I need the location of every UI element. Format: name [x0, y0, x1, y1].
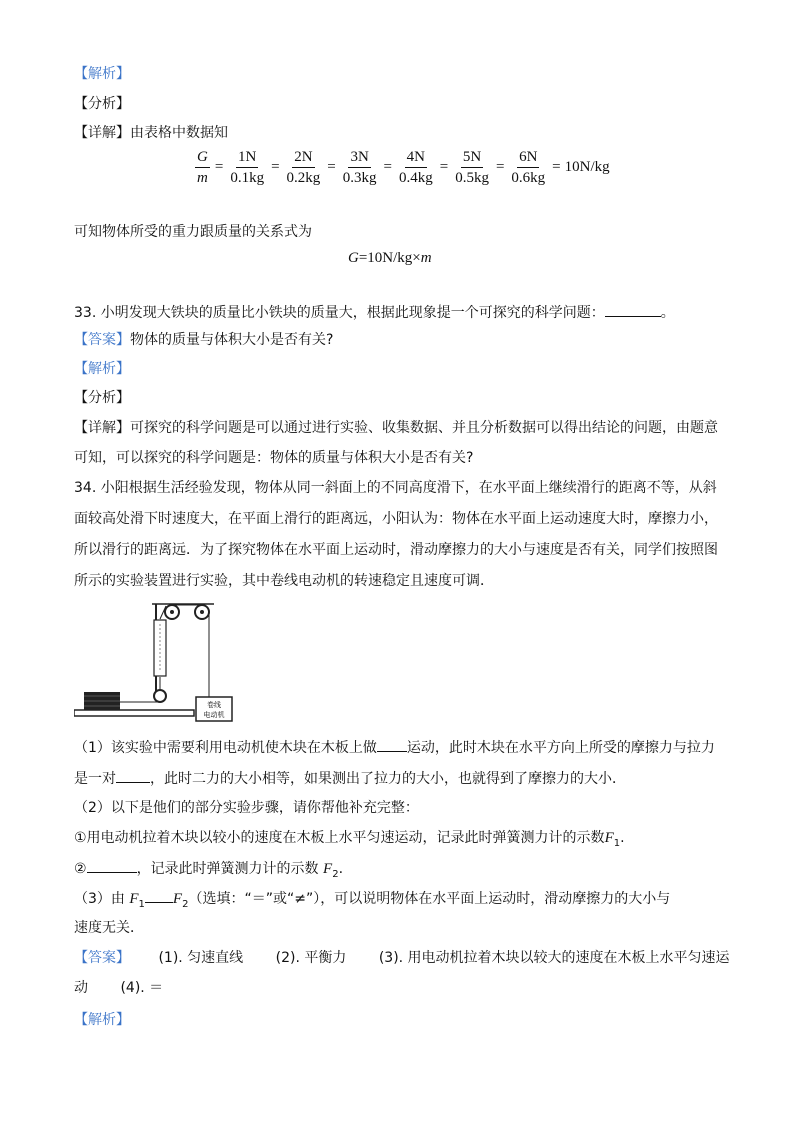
p3-F2: F: [172, 891, 183, 907]
motor-label-2: 电动机: [203, 711, 225, 719]
part-1-line-1: [74, 737, 715, 758]
p3b: （选填：“＝”或“≠”），可以说明物体在水平面上运动时，滑动摩擦力的大小与: [188, 891, 671, 907]
eq2-g: G: [348, 250, 359, 266]
part-2-intro: （2）以下是他们的部分实验步骤，请你帮他补充完整：: [74, 800, 419, 816]
blank-4[interactable]: [145, 888, 173, 903]
lhs-denominator: m: [197, 170, 208, 186]
eq2-mid: =10N/kg×: [358, 250, 421, 266]
eq-sign: =: [439, 159, 449, 175]
ratio-result: 10N/kg: [564, 159, 610, 175]
s2-sub: 2: [332, 868, 339, 880]
question-34-line-4: 所示的实验装置进行实验，其中卷线电动机的转速稳定且速度可调．: [74, 573, 494, 589]
answer-3: (3). 用电动机拉着木块以较大的速度在木板上水平匀速运: [378, 950, 730, 966]
eq-sign: =: [271, 159, 280, 175]
blank-2[interactable]: [116, 768, 150, 783]
eq2-m: m: [420, 250, 432, 266]
s2-F: F: [323, 861, 333, 877]
p1c: 是一对: [74, 771, 116, 787]
part-3-line-2: 速度无关．: [74, 920, 144, 936]
fraction-3: $\frac{3N}{0.3kg}$: [342, 149, 377, 186]
step-2: [74, 858, 343, 885]
answer-tag: 【答案】: [74, 332, 130, 348]
fraction-6: $\frac{6N}{0.6kg}$: [511, 149, 546, 186]
blank-3[interactable]: [87, 858, 137, 873]
p3-sub1: 1: [138, 898, 145, 910]
p3a: （3）由: [74, 891, 130, 907]
step-1: [74, 828, 625, 854]
answer-3-cont: 动: [74, 980, 88, 996]
fenxi-label: 【分析】: [74, 96, 130, 112]
jiexi-label-2: 【解析】: [74, 361, 130, 377]
fraction-5: $\frac{5N}{0.5kg}$: [455, 149, 489, 186]
p3-F1: F: [129, 891, 139, 907]
q33-end: 。: [660, 305, 675, 321]
eq-sign: =: [495, 159, 505, 175]
answer-4: (4). ＝: [120, 980, 164, 996]
question-34-line-3: 所以滑行的距离远．为了探究物体在水平面上运动时，滑动摩擦力的大小与速度是否有关，同学们按照图: [74, 542, 718, 558]
answer-1: (1). 匀速直线: [158, 950, 244, 966]
fraction-1: $\frac{1N}{0.1kg}$: [230, 149, 265, 186]
jiexi-label: 【解析】: [74, 66, 130, 82]
question-34-line-2: 面较高处滑下时速度大，在平面上滑行的距离远，小阳认为：物体在水平面上运动速度大时，摩擦力小，: [74, 511, 718, 527]
gravity-equation: [348, 248, 432, 268]
answer-2: (2). 平衡力: [275, 950, 347, 966]
s2a: ②: [74, 861, 87, 877]
question-33: [74, 302, 675, 323]
q33-text: 33. 小明发现大铁块的质量比小铁块的质量大，根据此现象提一个可探究的科学问题：: [74, 305, 605, 321]
s1a: ①用电动机拉着木块以较小的速度在木板上水平匀速运动，记录此时弹簧测力计的示数: [74, 830, 605, 846]
fraction-4: $\frac{4N}{0.4kg}$: [398, 149, 433, 186]
s2b: ，记录此时弹簧测力计的示数: [136, 861, 324, 877]
fenxi-label-2: 【分析】: [74, 390, 130, 406]
p3-sub2: 2: [182, 898, 189, 910]
xiangjie-intro: 【详解】由表格中数据知: [74, 125, 228, 141]
p1a: （1）该实验中需要利用电动机使木块在木板上做: [74, 740, 377, 756]
eq-sign: =: [383, 159, 392, 175]
experiment-apparatus-figure: [74, 600, 244, 722]
jiexi-label-3: 【解析】: [74, 1012, 130, 1028]
s1-sub: 1: [613, 837, 621, 849]
part-1-line-2: [74, 768, 626, 789]
detail-33-line-2: 可知，可以探究的科学问题是：物体的质量与体积大小是否有关?: [74, 450, 474, 466]
p1d: ，此时二力的大小相等，如果测出了拉力的大小，也就得到了摩擦力的大小．: [150, 771, 626, 787]
lhs-fraction: [195, 148, 210, 187]
s2-end: .: [338, 861, 344, 877]
answer-34-line-1: [74, 948, 730, 968]
part-3-line-1: [74, 888, 670, 915]
detail-33-line-1: 【详解】可探究的科学问题是可以通过进行实验、收集数据、并且分析数据可以得出结论的问题，由题意: [74, 420, 718, 436]
s1-end: .: [620, 830, 625, 846]
motor-label-1: 卷线: [207, 701, 221, 709]
relation-intro: 可知物体所受的重力跟质量的关系式为: [74, 224, 312, 240]
answer-tag-2: 【答案】: [74, 950, 130, 966]
lhs-numerator: G: [195, 148, 210, 168]
p1b: 运动，此时木块在水平方向上所受的摩擦力与拉力: [406, 740, 715, 756]
answer-blank[interactable]: [605, 302, 661, 317]
eq-sign: =: [327, 159, 336, 175]
fraction-2: $\frac{2N}{0.2kg}$: [286, 149, 321, 186]
eq-sign: =: [552, 159, 561, 175]
eq-sign: =: [214, 159, 224, 175]
ratio-equation: [194, 148, 610, 187]
answer-text: 物体的质量与体积大小是否有关?: [130, 332, 334, 348]
blank-1[interactable]: [377, 737, 407, 752]
s1-F: F: [604, 830, 614, 846]
question-34-line-1: 34. 小阳根据生活经验发现，物体从同一斜面上的不同高度滑下，在水平面上继续滑行的距离不等，从斜: [74, 480, 717, 496]
answer-33: [74, 330, 333, 350]
answer-34-line-2: [74, 978, 163, 998]
